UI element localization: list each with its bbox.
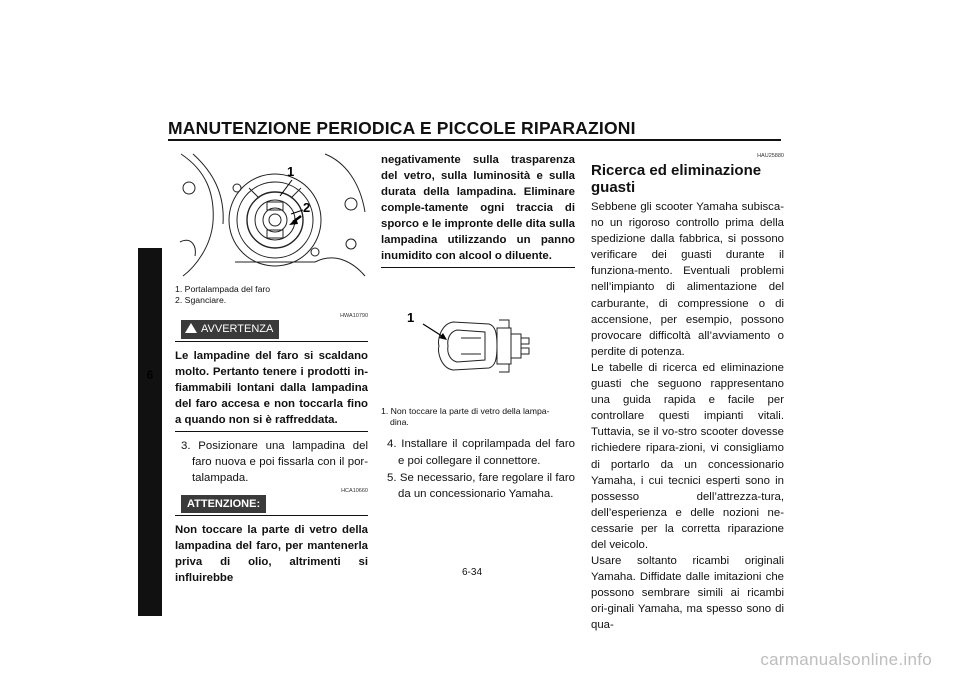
caption-item-2: 2. Sganciare. <box>175 295 227 306</box>
headlight-bulb-illustration <box>381 280 575 400</box>
notice-text: Non toccare la parte di vetro della lampadina del faro, per mantenerla priva di olio, altrimenti si influirebbe <box>175 523 368 584</box>
figure-label-1: 1 <box>287 164 295 179</box>
chapter-tab <box>138 248 162 616</box>
bulb-figure-caption <box>381 406 575 428</box>
warning-code: HWA10790 <box>340 313 368 320</box>
page-number: 6-34 <box>462 567 483 578</box>
warning-header <box>175 320 368 338</box>
warning-label: AVVERTENZA <box>201 323 274 336</box>
step-3: 3. Posizionare una lampadina del faro nuova e poi fissarla con il por-talampada. <box>181 439 368 484</box>
notice-badge: ATTENZIONE: <box>181 495 266 513</box>
headlight-socket-figure <box>175 152 368 278</box>
watermark-text: carmanualsonline.info <box>760 650 932 669</box>
warning-triangle-icon <box>185 323 197 333</box>
notice-header <box>175 495 368 513</box>
figure-caption <box>175 284 368 306</box>
chapter-number: 6 <box>146 368 154 382</box>
warning-badge <box>181 320 279 338</box>
notice-top-rule <box>175 515 368 516</box>
bulb-figure-label-1: 1 <box>407 310 415 325</box>
step-5: 5. Se necessario, fare regolare il faro da un concessionario Yamaha. <box>387 471 575 500</box>
warning-text: Le lampadine del faro si scaldano molto. Pertanto tenere i prodotti in-fiammabili lontani dalla lampadina del faro accesa e non toccarla fino a quando non si è raffreddata. <box>175 349 368 426</box>
headlight-socket-illustration <box>175 152 368 278</box>
warning-bottom-rule <box>175 431 368 432</box>
column-1 <box>175 152 368 586</box>
section-title <box>591 162 784 196</box>
page-header-title: MANUTENZIONE PERIODICA E PICCOLE RIPARAZIONI <box>168 118 636 138</box>
bulb-caption-line-1: 1. Non toccare la parte di vetro della lampa- <box>381 406 550 416</box>
header-rule <box>168 139 781 141</box>
headlight-bulb-figure <box>381 280 575 400</box>
caption-item-1: 1. Portalampada del faro <box>175 284 271 294</box>
column-2 <box>381 152 575 503</box>
warning-top-rule <box>175 341 368 342</box>
section-title-line-2: guasti <box>591 179 636 196</box>
section-title-line-1: Ricerca ed eliminazione <box>591 162 762 179</box>
section-code: HAU25880 <box>757 153 784 159</box>
notice-code: HCA10660 <box>341 487 368 494</box>
figure-label-2: 2 <box>303 200 311 215</box>
column-3 <box>591 152 784 634</box>
step-4: 4. Installare il coprilampada del faro e poi collegare il connettore. <box>387 438 575 467</box>
paragraph-1: Sebbene gli scooter Yamaha subisca-no un rigoroso controllo prima della spedizione dalla fabbrica, si possono verificare dei guasti durante il funziona-mento. Eventuali problemi nell’impianto di alimentazione del carburante, di compressione o di accensione, per esempio, possono provocare difficoltà all’avviamento o perdite di potenza. <box>591 201 784 358</box>
bulb-caption-line-2: dina. <box>390 417 409 428</box>
notice-bottom-rule <box>381 267 575 268</box>
paragraph-3: Usare soltanto ricambi originali Yamaha. Diffidate dalle imitazioni che possono sembrare simili ai ricambi ori-ginali Yamaha, ma spesso sono di qua- <box>591 555 784 632</box>
paragraph-2: Le tabelle di ricerca ed eliminazione guasti che seguono rappresentano una guida rapida e facile per controllare questi impianti vitali. Tuttavia, se il vo-stro scooter dovesse richiedere ripara-zioni, vi consigliamo di portarlo da un concessionario Yamaha, i cui tecnici esperti sono in possesso dell’attrezza-tura, dell’esperienza e delle nozioni ne-cessarie per la corretta riparazione del veicolo. <box>591 361 784 551</box>
notice-text-continued: negativamente sulla trasparenza del vetro, sulla luminosità e sulla durata della lampadina. Eliminare comple-tamente ogni traccia di sporco e le impronte delle dita sulla lampadina utilizzando un panno inumidito con alcool o diluente. <box>381 154 575 262</box>
